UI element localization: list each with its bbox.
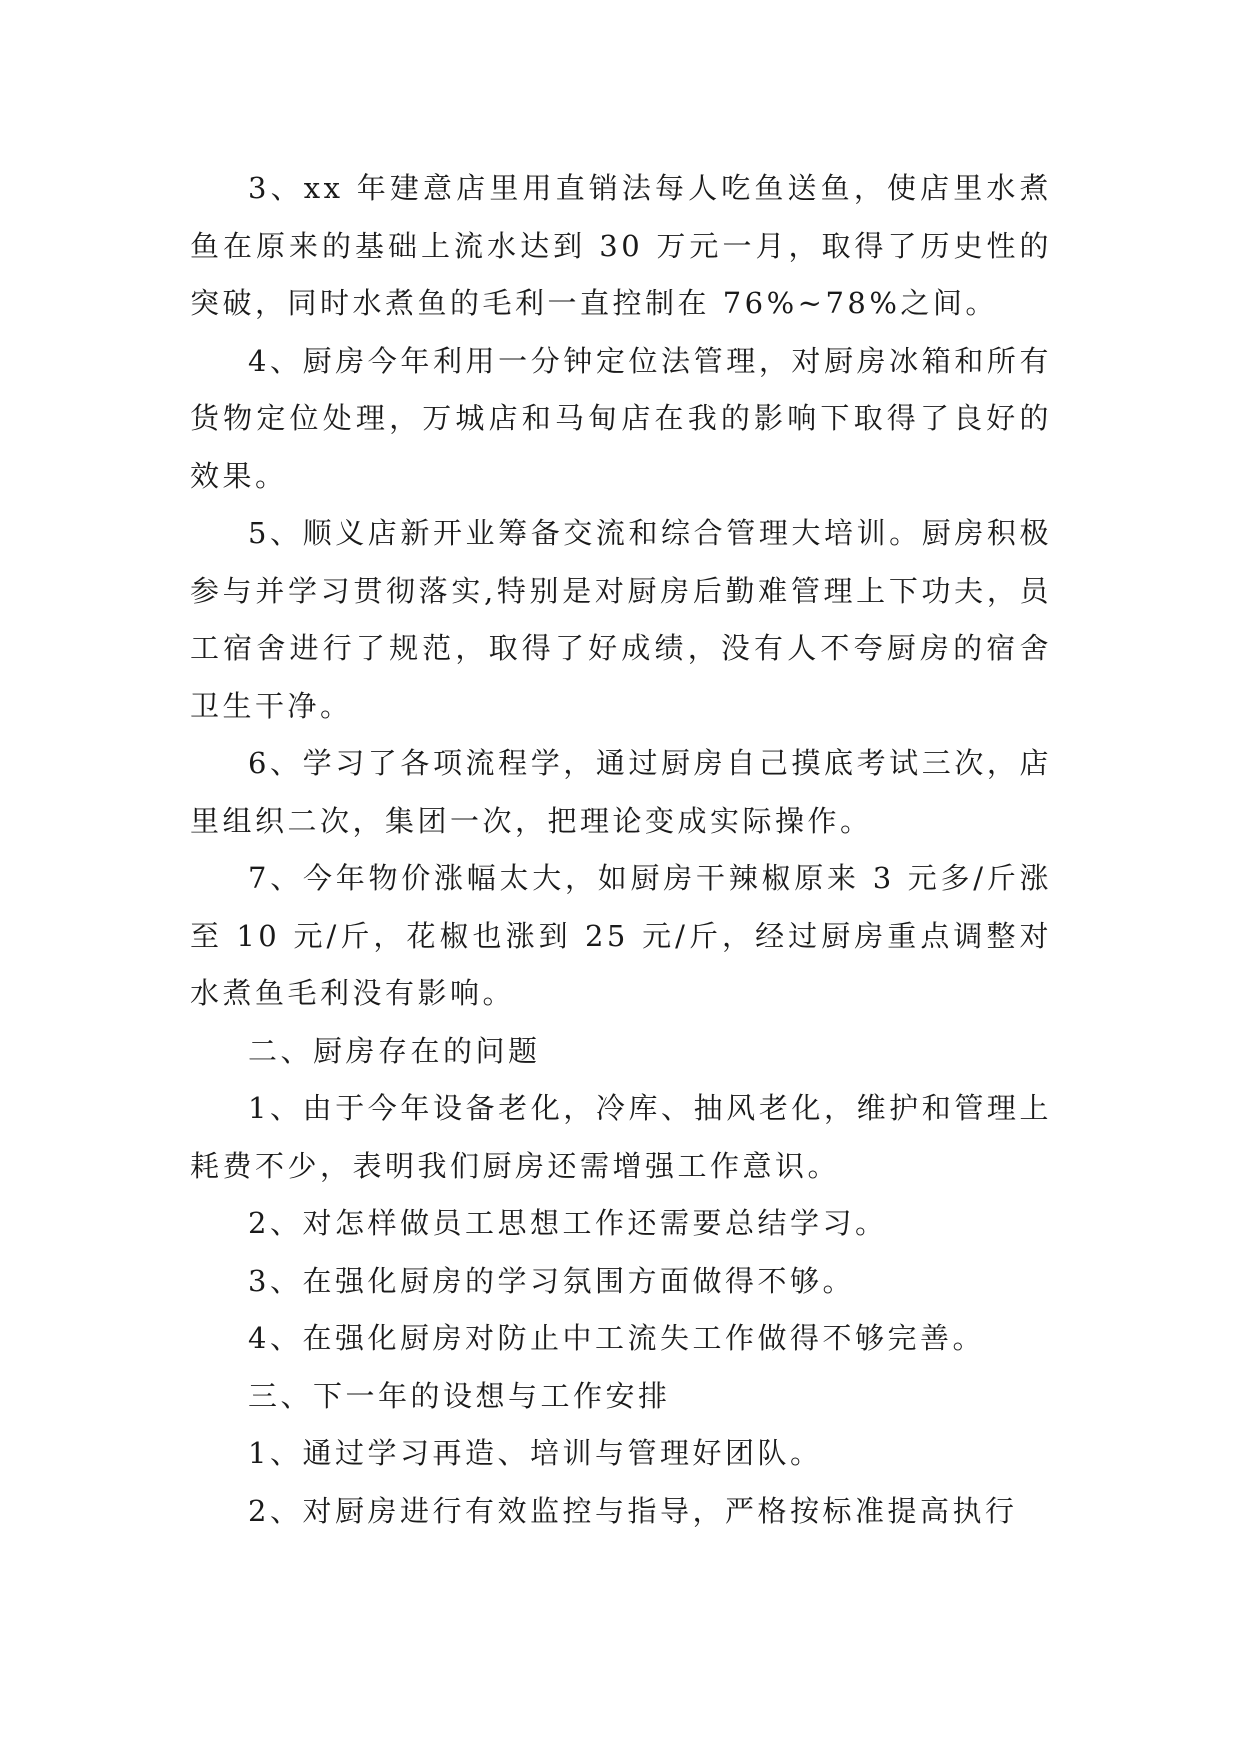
paragraph-problem-4: 4、在强化厨房对防止中工流失工作做得不够完善。 [248, 1321, 985, 1355]
paragraph-item-6-process-study: 6、学习了各项流程学，通过厨房自己摸底考试三次，店里组织二次，集团一次，把理论变成实际操作。 [190, 746, 1052, 838]
paragraph-problem-1: 1、由于今年设备老化，冷库、抽风老化，维护和管理上耗费不少，表明我们厨房还需增强工作意识。 [190, 1091, 1052, 1183]
paragraph-plan-2: 2、对厨房进行有效监控与指导，严格按标准提高执行 [248, 1493, 1018, 1528]
paragraph-item-7-prices: 7、今年物价涨幅太大，如厨房干辣椒原来 3 元多/斤涨至 10 元/斤，花椒也涨到 25 元/斤，经过厨房重点调整对水煮鱼毛利没有影响。 [190, 861, 1052, 1010]
paragraph-item-4-positioning: 4、厨房今年利用一分钟定位法管理，对厨房冰箱和所有货物定位处理，万城店和马甸店在我的影响下取得了良好的效果。 [190, 343, 1052, 493]
paragraph-item-5-training: 5、顺义店新开业筹备交流和综合管理大培训。厨房积极参与并学习贯彻落实,特别是对厨房后勤难管理上下功夫，员工宿舍进行了规范，取得了好成绩，没有人不夸厨房的宿舍卫生干净。 [190, 516, 1052, 723]
section-heading-problems: 二、厨房存在的问题 [248, 1033, 541, 1068]
document-body [190, 160, 1052, 1540]
section-heading-next-year: 三、下一年的设想与工作安排 [248, 1378, 671, 1413]
paragraph-problem-3: 3、在强化厨房的学习氛围方面做得不够。 [248, 1263, 855, 1298]
paragraph-item-3-fish-sales: 3、xx 年建意店里用直销法每人吃鱼送鱼，使店里水煮鱼在原来的基础上流水达到 30 万元一月，取得了历史性的突破，同时水煮鱼的毛利一直控制在 76%~78%之间。 [190, 171, 1052, 320]
paragraph-plan-1: 1、通过学习再造、培训与管理好团队。 [248, 1436, 823, 1470]
paragraph-problem-2: 2、对怎样做员工思想工作还需要总结学习。 [248, 1206, 888, 1240]
